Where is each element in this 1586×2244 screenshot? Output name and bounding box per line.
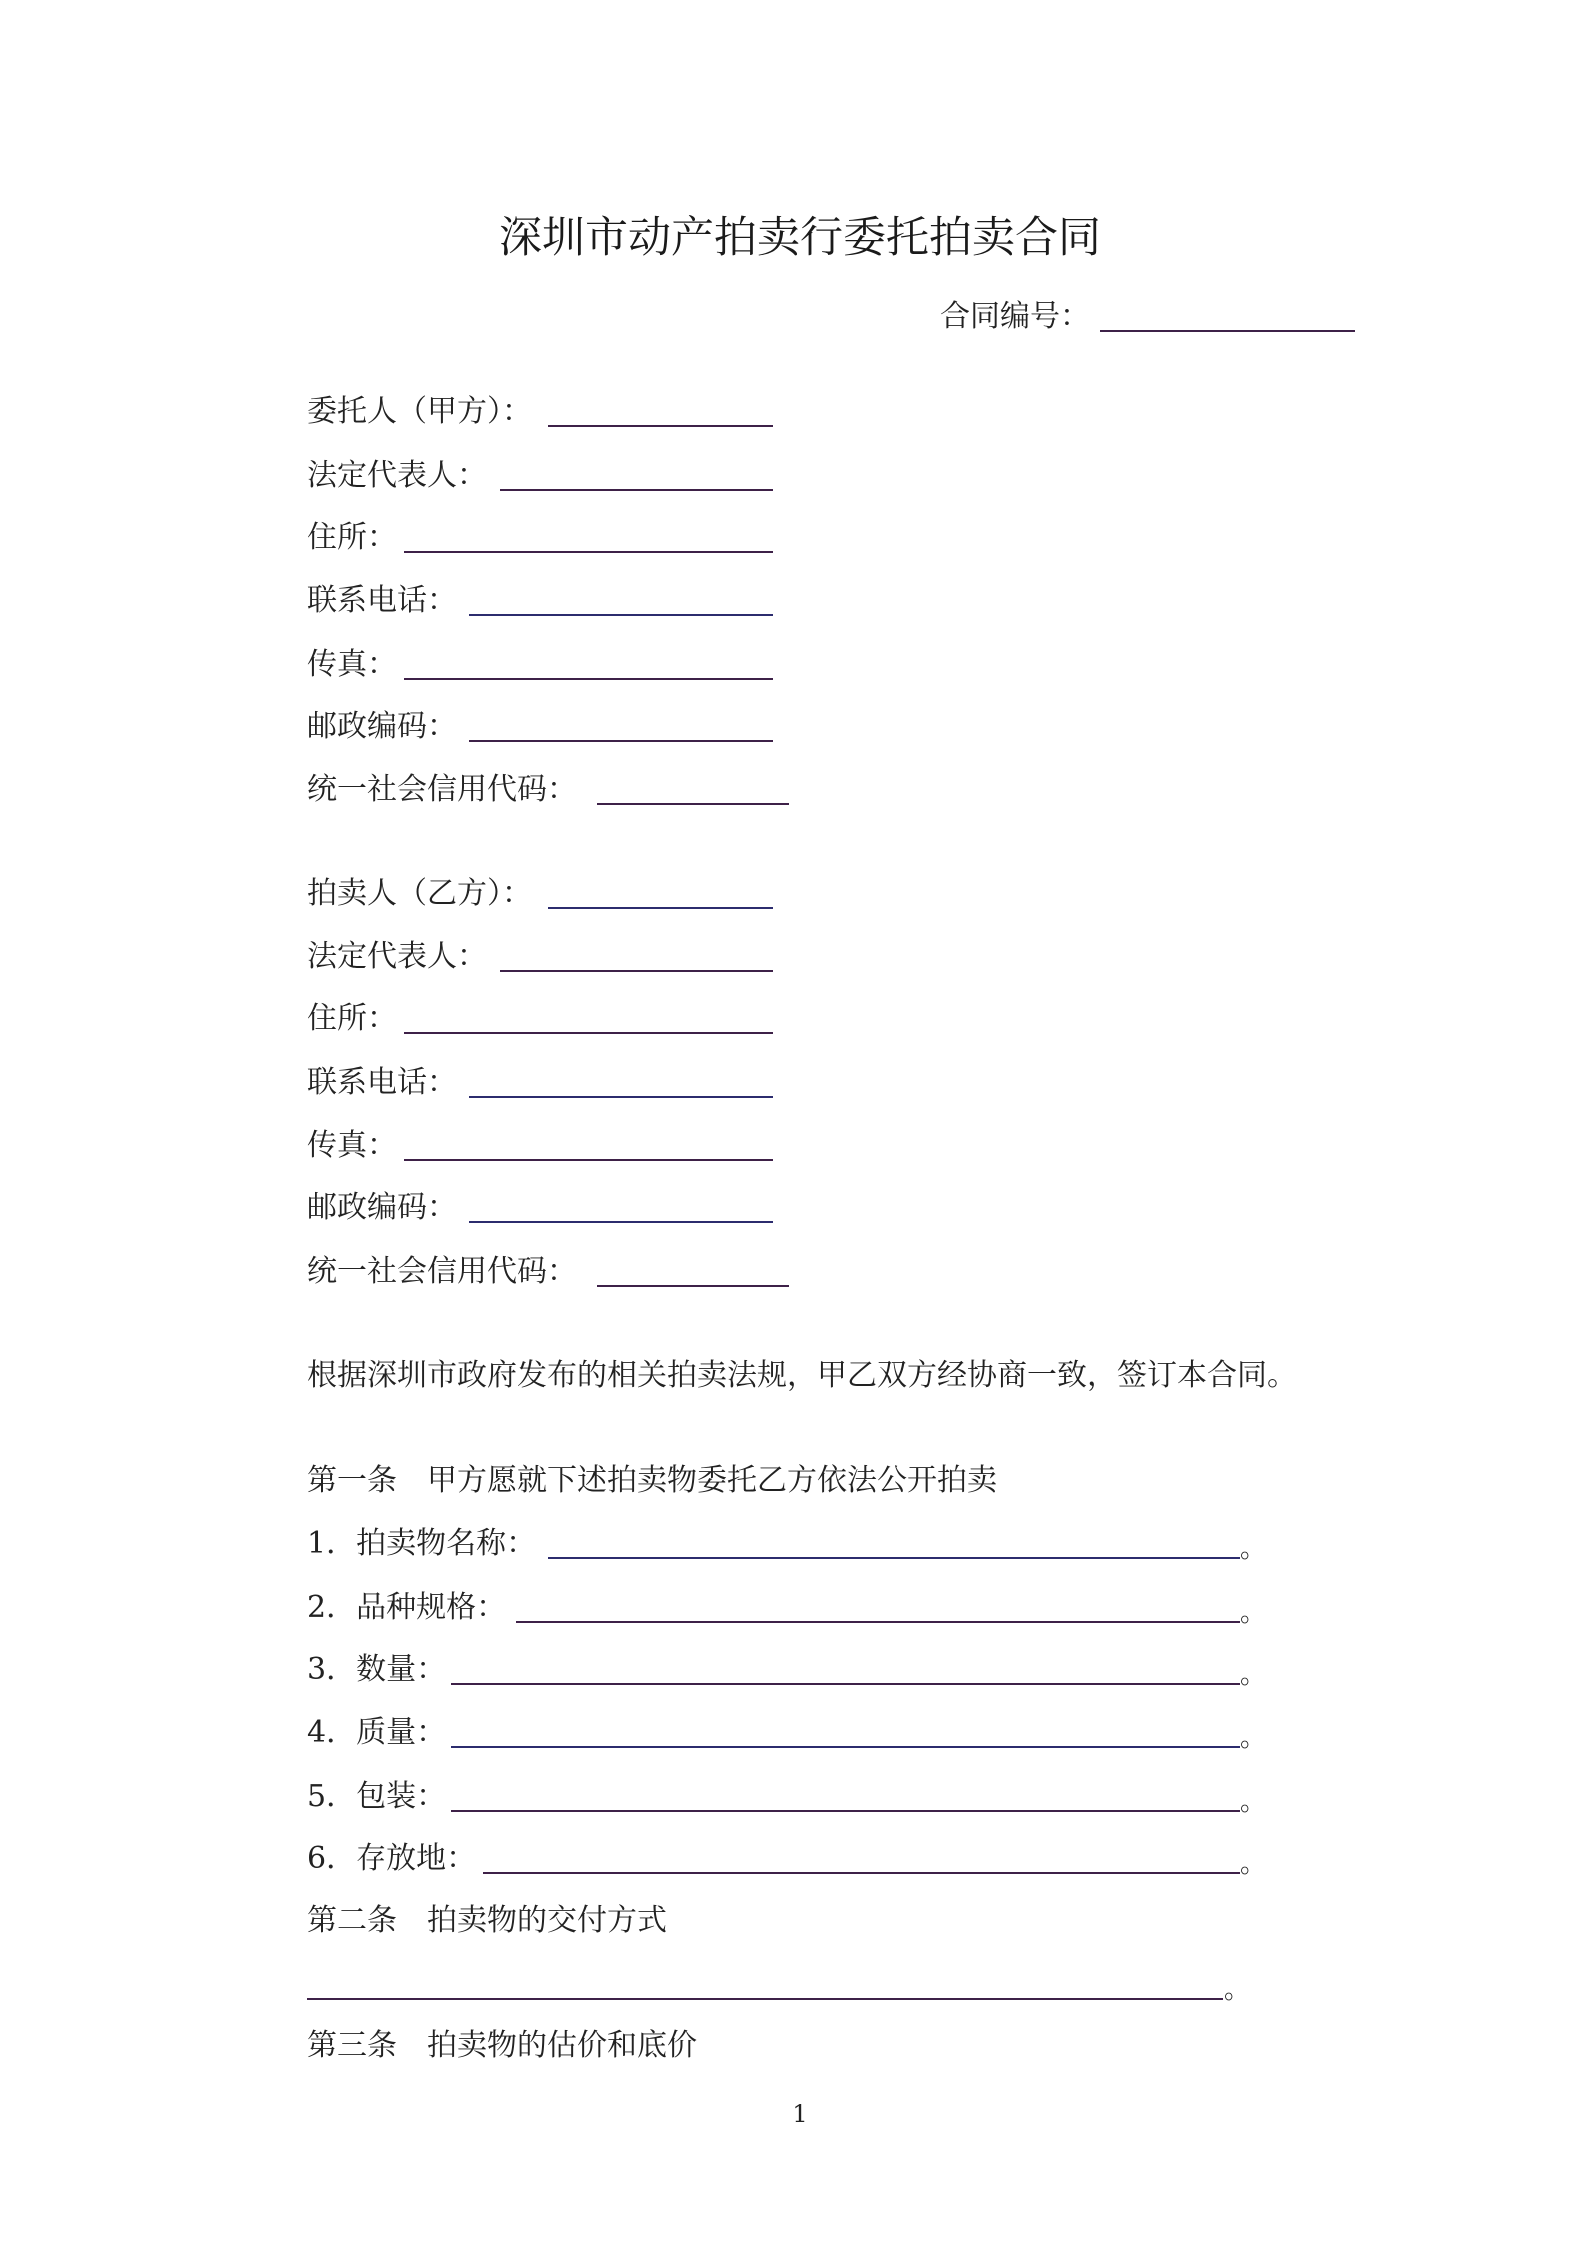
article-2-heading: 第二条 拍卖物的交付方式 <box>307 1903 667 1938</box>
party-a-phone-field[interactable] <box>469 614 773 616</box>
party-a-phone-label: 联系电话： <box>307 583 457 618</box>
party-b-address-field[interactable] <box>404 1032 773 1034</box>
item-spec-field[interactable] <box>516 1621 1240 1623</box>
party-b-legal-rep-label: 法定代表人： <box>307 939 487 974</box>
end-mark: 。 <box>1240 1660 1267 1690</box>
party-a-credit-code-field[interactable] <box>597 803 789 805</box>
item-quantity-field[interactable] <box>451 1683 1240 1685</box>
item-name-field[interactable] <box>548 1557 1240 1559</box>
party-b-auctioneer-label: 拍卖人（乙方）： <box>307 876 532 911</box>
party-a-postcode-field[interactable] <box>469 740 773 742</box>
party-b-phone-field[interactable] <box>469 1096 773 1098</box>
party-b-phone-label: 联系电话： <box>307 1065 457 1100</box>
contract-no-field[interactable] <box>1100 330 1355 332</box>
end-mark: 。 <box>1240 1787 1267 1817</box>
party-a-address-field[interactable] <box>404 551 773 553</box>
article-3-heading: 第三条 拍卖物的估价和底价 <box>307 2028 697 2063</box>
end-mark: 。 <box>1240 1723 1267 1753</box>
party-a-client-field[interactable] <box>548 425 773 427</box>
end-mark: 。 <box>1240 1849 1267 1879</box>
party-a-postcode-label: 邮政编码： <box>307 709 457 744</box>
end-mark: 。 <box>1224 1975 1251 2005</box>
delivery-method-field[interactable] <box>307 1998 1223 2000</box>
party-b-postcode-field[interactable] <box>469 1221 773 1223</box>
end-mark: 。 <box>1240 1534 1267 1564</box>
party-b-legal-rep-field[interactable] <box>500 970 773 972</box>
page-number: 1 <box>792 2100 808 2128</box>
item-quantity-label: 3．数量： <box>307 1652 447 1687</box>
party-b-credit-code-field[interactable] <box>597 1285 789 1287</box>
party-a-legal-rep-label: 法定代表人： <box>307 458 487 493</box>
article-1-heading: 第一条 甲方愿就下述拍卖物委托乙方依法公开拍卖 <box>307 1463 997 1498</box>
item-packaging-label: 5．包装： <box>307 1779 447 1814</box>
party-a-fax-field[interactable] <box>404 678 773 680</box>
item-storage-label: 6．存放地： <box>307 1841 477 1876</box>
preamble-text: 根据深圳市政府发布的相关拍卖法规，甲乙双方经协商一致，签订本合同。 <box>307 1358 1297 1393</box>
party-b-postcode-label: 邮政编码： <box>307 1190 457 1225</box>
end-mark: 。 <box>1240 1598 1267 1628</box>
party-b-auctioneer-field[interactable] <box>548 907 773 909</box>
item-quality-label: 4．质量： <box>307 1715 447 1750</box>
party-b-fax-label: 传真： <box>307 1128 397 1163</box>
party-a-address-label: 住所： <box>307 520 397 555</box>
party-b-fax-field[interactable] <box>404 1159 773 1161</box>
party-a-credit-code-label: 统一社会信用代码： <box>307 772 577 807</box>
item-packaging-field[interactable] <box>451 1810 1240 1812</box>
party-a-legal-rep-field[interactable] <box>500 489 773 491</box>
item-spec-label: 2．品种规格： <box>307 1590 507 1625</box>
party-a-fax-label: 传真： <box>307 647 397 682</box>
contract-no-label: 合同编号： <box>940 299 1090 334</box>
item-name-label: 1．拍卖物名称： <box>307 1526 537 1561</box>
document-title: 深圳市动产拍卖行委托拍卖合同 <box>499 213 1101 263</box>
party-a-client-label: 委托人（甲方）： <box>307 394 532 429</box>
item-quality-field[interactable] <box>451 1746 1240 1748</box>
item-storage-field[interactable] <box>483 1872 1240 1874</box>
party-b-credit-code-label: 统一社会信用代码： <box>307 1254 577 1289</box>
party-b-address-label: 住所： <box>307 1001 397 1036</box>
